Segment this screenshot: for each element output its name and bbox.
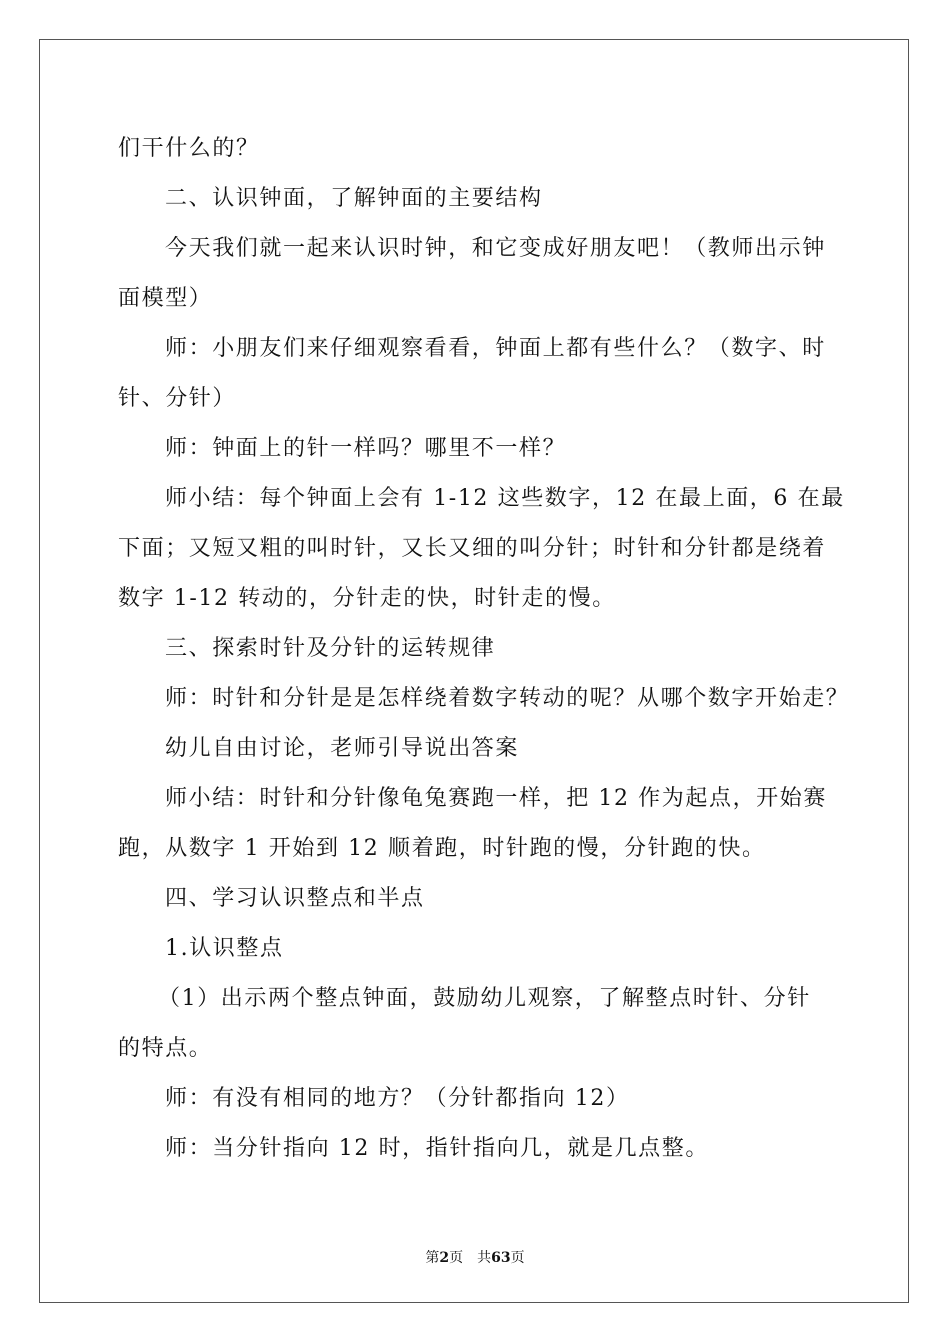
paragraph-line: （1）出示两个整点钟面，鼓励幼儿观察，了解整点时针、分针 xyxy=(158,986,811,1011)
total-prefix: 共 xyxy=(477,1250,492,1266)
paragraph-line: 师：小朋友们来仔细观察看看，钟面上都有些什么？（数字、时 xyxy=(165,336,826,361)
total-suffix: 页 xyxy=(510,1250,525,1266)
page-number: 2 xyxy=(439,1250,450,1266)
section-heading-2: 二、认识钟面，了解钟面的主要结构 xyxy=(165,186,543,211)
paragraph-line: 师：有没有相同的地方？（分针都指向 12） xyxy=(165,1086,630,1111)
document-body xyxy=(118,124,850,1174)
paragraph-line: 们干什么的？ xyxy=(118,136,260,161)
paragraph-line: 师小结：每个钟面上会有 1-12 这些数字，12 在最上面，6 在最 xyxy=(165,486,845,511)
section-heading-3: 三、探索时针及分针的运转规律 xyxy=(165,636,496,661)
page-suffix: 页 xyxy=(449,1250,464,1266)
paragraph-line: 跑，从数字 1 开始到 12 顺着跑，时针跑的慢，分针跑的快。 xyxy=(118,836,766,861)
subsection-heading-1: 1.认识整点 xyxy=(165,936,284,961)
paragraph-line: 今天我们就一起来认识时钟，和它变成好朋友吧！（教师出示钟 xyxy=(165,236,826,261)
paragraph-line: 的特点。 xyxy=(118,1036,213,1061)
total-pages: 63 xyxy=(491,1250,511,1266)
page-prefix: 第 xyxy=(425,1250,440,1266)
paragraph-line: 针、分针） xyxy=(118,386,237,411)
paragraph-line: 面模型） xyxy=(118,286,213,311)
paragraph-line: 师：时针和分针是是怎样绕着数字转动的呢？从哪个数字开始走？ xyxy=(165,686,850,711)
page-footer xyxy=(0,1249,950,1267)
paragraph-line: 师：当分针指向 12 时，指针指向几，就是几点整。 xyxy=(165,1136,709,1161)
paragraph-line: 师：钟面上的针一样吗？哪里不一样？ xyxy=(165,436,567,461)
paragraph-line: 下面；又短又粗的叫时针，又长又细的叫分针；时针和分针都是绕着 xyxy=(118,536,827,561)
section-heading-4: 四、学习认识整点和半点 xyxy=(165,886,425,911)
paragraph-line: 幼儿自由讨论，老师引导说出答案 xyxy=(165,736,520,761)
paragraph-line: 数字 1-12 转动的，分针走的快，时针走的慢。 xyxy=(118,586,616,611)
paragraph-line: 师小结：时针和分针像龟兔赛跑一样，把 12 作为起点，开始赛 xyxy=(165,786,827,811)
